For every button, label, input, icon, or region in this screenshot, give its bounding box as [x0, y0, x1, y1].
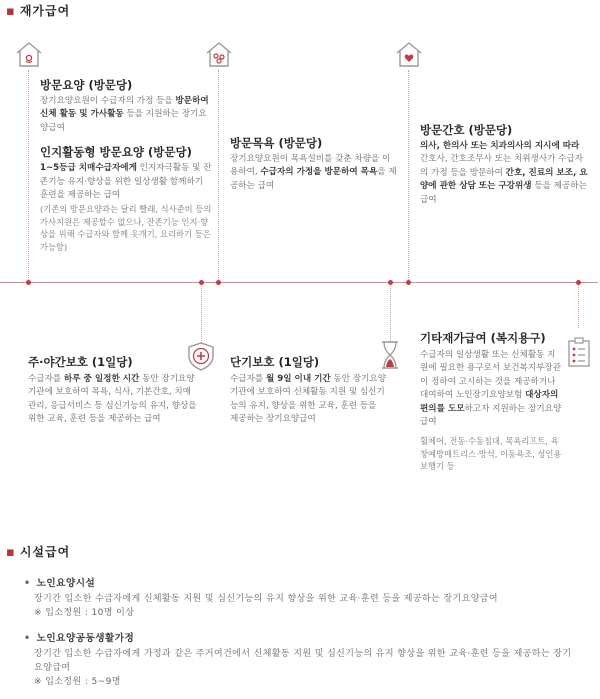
- welfare-equipment-desc-1: 수급자의 일상생활 또는 신체활동 지원에 필요한 용구로서 보건복지부장관이 정하여 고시하는 것을 제공하거나 대여하여 노인장기요양보험: [420, 350, 562, 401]
- visit-care-desc-1: 장기요양요원이 수급자의 가정 등을: [40, 96, 173, 106]
- visit-nursing-desc: [420, 140, 590, 207]
- day-night-care-block: [28, 354, 198, 427]
- visit-nursing-desc-1: 간호사, 간호조무사 또는 치위생사가 수급자의 가정 등을 방문하여: [420, 154, 584, 178]
- welfare-equipment-desc-2: 하고자 지원하는 장기요양급여: [420, 403, 562, 428]
- cognitive-care-desc-text: 인지자극활동 및 잔존기능 유지·향상을 위한 일상생활 함께하기 훈련을 제공하는 급여: [40, 163, 212, 201]
- timeline-dot: [406, 280, 411, 285]
- facility-item-title-text: 노인요양공동생활가정: [36, 633, 135, 644]
- home-care-title: [6, 2, 70, 19]
- timeline-connector: [201, 283, 202, 343]
- short-term-care-title: 단기보호 (1일당): [230, 355, 320, 369]
- welfare-equipment-block: [420, 330, 562, 473]
- section-marker-icon: ▪: [6, 4, 16, 19]
- visit-bath-title: 방문목욕 (방문당): [230, 136, 323, 150]
- visit-care-desc-bold: 방문하여 신체 활동 및 가사활동: [40, 96, 209, 120]
- visit-care-title: 방문요양 (방문당): [40, 78, 133, 92]
- timeline-dot: [388, 280, 393, 285]
- timeline-dot: [216, 280, 221, 285]
- facility-care-title-text: 시설급여: [19, 545, 71, 559]
- section-marker-icon: ▪: [6, 545, 16, 560]
- nursing-house-icon: [394, 40, 424, 68]
- day-night-care-desc-1: 수급자를: [28, 374, 62, 384]
- timeline-dot: [199, 280, 204, 285]
- visit-nursing-desc-2: 등을 제공하는 급여: [420, 181, 587, 205]
- facility-item-desc: 장기간 입소한 수급자에게 가정과 같은 주거여건에서 신체활동 지원 및 심신기능의 유지 향상을 위한 교육·훈련 등을 제공하는 장기요양급여: [34, 649, 572, 673]
- short-term-care-block: [230, 354, 386, 427]
- facility-item-title: [24, 575, 594, 589]
- welfare-equipment-desc: [420, 349, 562, 429]
- facility-item-note: ※ 입소정원 : 10명 이상: [34, 608, 135, 618]
- short-term-care-desc-bold: 월 9일 이내 기간: [265, 374, 331, 384]
- visit-nursing-block: [420, 122, 590, 207]
- visit-bath-desc-1: 장기요양요원이 목욕설비를 갖춘 차량을 이용하여,: [230, 154, 391, 178]
- visit-care-desc: [40, 95, 212, 135]
- visit-nursing-desc-bold-2: 간호, 진료의 보조, 요양에 관한 상담 또는 구강위생: [420, 167, 588, 192]
- facility-item-title-text: 노인요양시설: [36, 578, 96, 589]
- timeline-axis: [0, 282, 598, 283]
- bath-house-icon: [204, 40, 234, 68]
- welfare-equipment-desc-bold: 대상자의 편의를 도모: [420, 390, 559, 414]
- visit-nursing-desc-bold-1: 의사, 한의사 또는 치과의사의 지시에 따라: [420, 141, 580, 151]
- facility-item: [24, 630, 594, 689]
- facility-item: [24, 575, 594, 620]
- cognitive-care-desc: [40, 162, 212, 202]
- timeline-connector: [390, 283, 391, 343]
- short-term-care-desc-1: 수급자를: [230, 374, 264, 384]
- timeline-dot: [576, 280, 581, 285]
- timeline-connector: [28, 70, 29, 282]
- day-night-care-desc-2: 동안 장기요양기관에 보호하여 목욕, 식사, 기본간호, 치매관리, 응급서비스 등 심신기능의 유지, 향상을 위한 교육, 훈련 등을 제공하는 급여: [28, 374, 197, 425]
- visit-care-desc-2: 등을 지원하는 장기요양급여: [40, 109, 207, 133]
- facility-care-title: [6, 543, 70, 560]
- timeline-connector: [578, 283, 579, 328]
- welfare-equipment-title: 기타재가급여 (복지용구): [420, 331, 546, 345]
- welfare-equipment-items: 휠체어, 전동·수동침대, 목욕리프트, 욕창예방매트리스·방석, 이동욕조, 성인용보행기 등: [420, 436, 562, 472]
- short-term-care-desc-2: 동안 장기요양기관에 보호하여 신체활동 지원 및 심신기능의 유지, 향상을 위한 교육, 훈련 등을 제공하는 장기요양급여: [230, 374, 386, 425]
- timeline-connector: [408, 70, 409, 282]
- clipboard-icon: [566, 336, 592, 368]
- day-night-care-title: 주·야간보호 (1일당): [28, 355, 133, 369]
- facility-item-note: ※ 입소정원 : 5~9명: [34, 677, 121, 687]
- cognitive-care-note: (기존의 방문요양과는 달리 빨래, 식사준비 등의 가사지원은 제공할수 없으나, 잔존기능 인지·향상을 위해 수급자와 함께 옷개기, 요리하기 등은 가능함): [40, 204, 212, 252]
- visit-bath-block: [230, 135, 398, 193]
- bullet-icon: •: [24, 578, 31, 589]
- visit-nursing-title: 방문간호 (방문당): [420, 123, 513, 137]
- cognitive-care-title: 인지활동형 방문요양 (방문당): [40, 145, 192, 160]
- day-night-care-desc: [28, 373, 198, 427]
- home-care-house-icon: [14, 40, 44, 68]
- facility-item-title: [24, 630, 594, 644]
- timeline-dot: [26, 280, 31, 285]
- facility-item-desc: 장기간 입소한 수급자에게 신체활동 지원 및 심신기능의 유지 향상을 위한 교육·훈련 등을 제공하는 장기요양급여: [34, 594, 498, 604]
- short-term-care-desc: [230, 373, 386, 427]
- timeline-connector: [218, 70, 219, 282]
- visit-bath-desc-2: 을 제공하는 급여: [230, 167, 397, 191]
- visit-bath-desc: [230, 153, 398, 193]
- cognitive-care-desc-bold: 1~5등급 치매수급자에게: [40, 163, 137, 174]
- visit-care-block: [40, 77, 212, 253]
- home-care-title-text: 재가급여: [19, 4, 71, 18]
- visit-bath-desc-bold: 수급자의 가정을 방문하여 목욕: [260, 167, 378, 178]
- day-night-care-desc-bold: 하루 중 일정한 시간: [63, 374, 140, 384]
- bullet-icon: •: [24, 633, 31, 644]
